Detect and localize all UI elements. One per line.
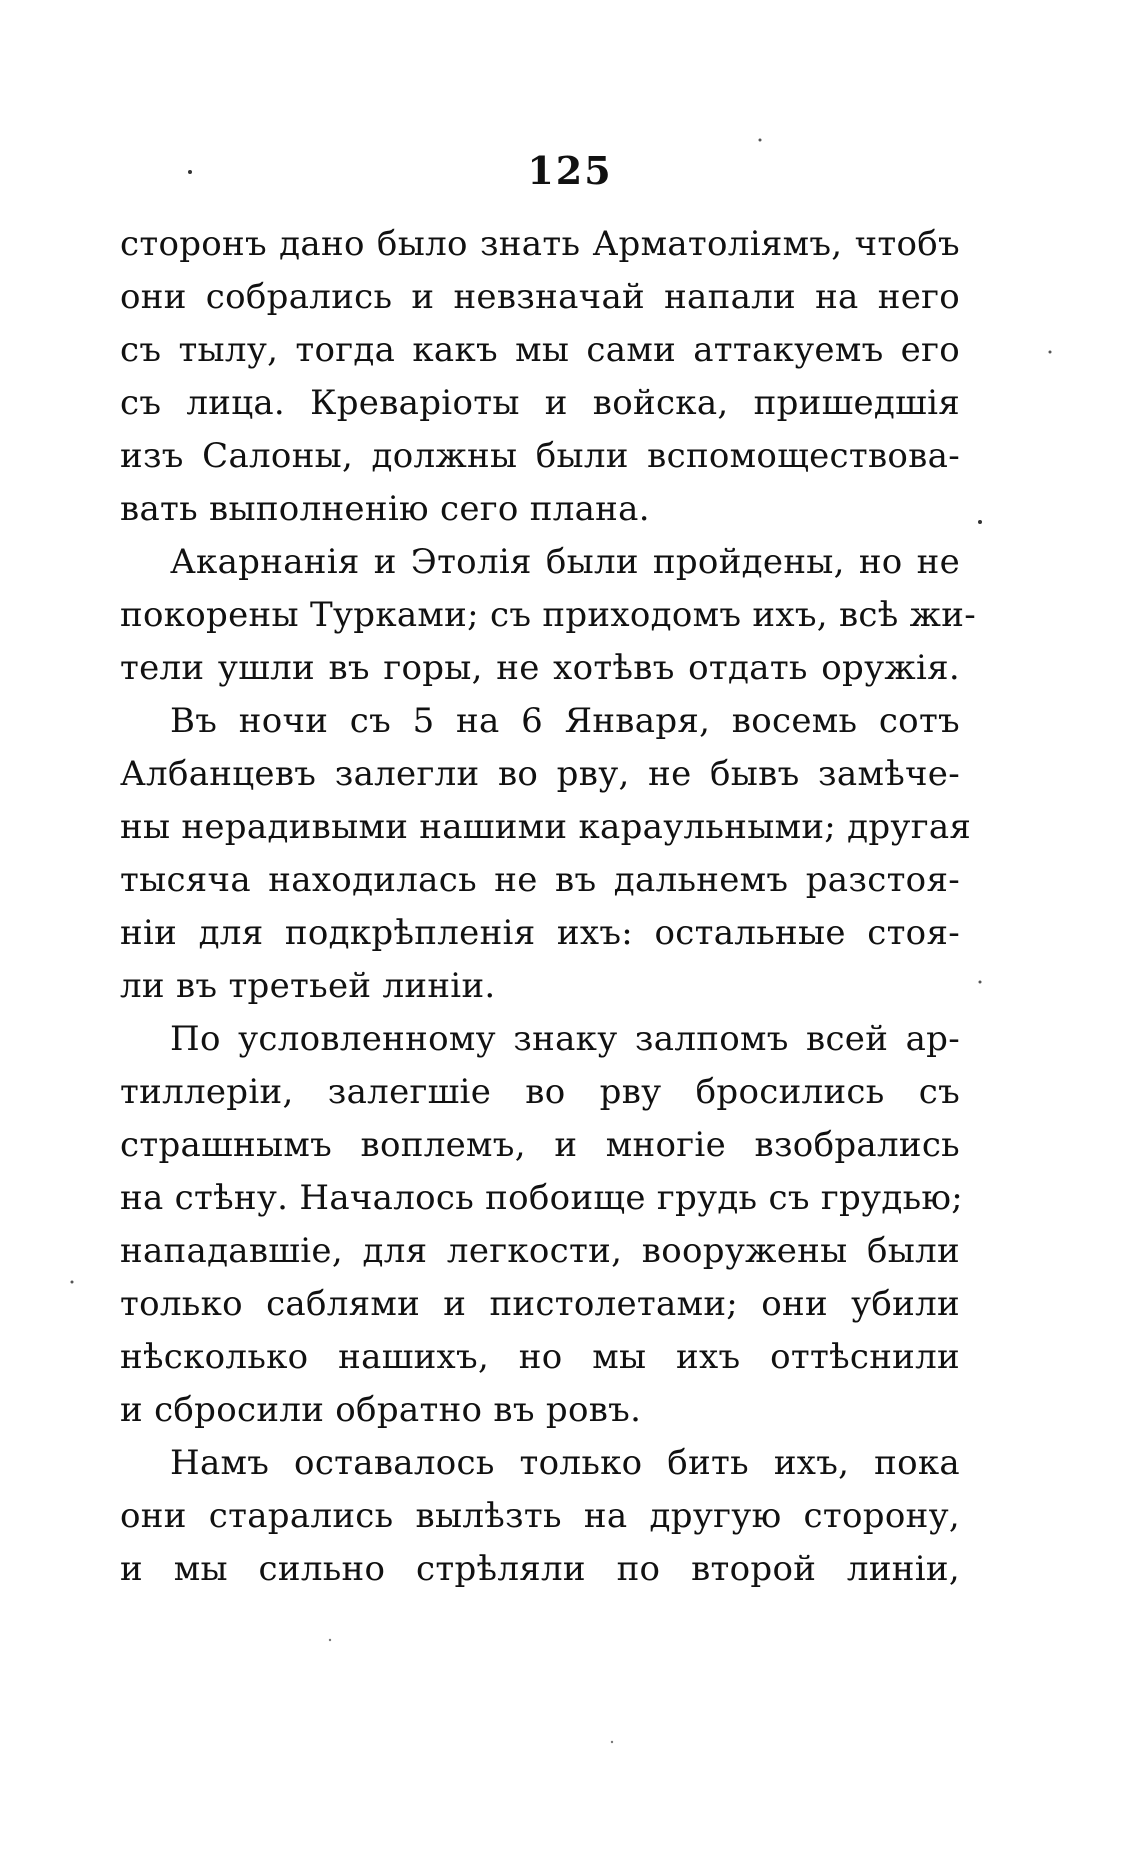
text-line: и мы сильно стрѣляли по второй линіи, (120, 1549, 960, 1589)
paragraph-5 (120, 1437, 960, 1596)
text-line: вать выполненію сего плана. (120, 489, 650, 529)
text-line: ли въ третьей линіи. (120, 966, 496, 1006)
body-text (120, 218, 977, 1596)
speck (71, 1281, 74, 1284)
text-line: тысяча находилась не въ дальнемъ разстоя- (120, 860, 960, 900)
text-line: они старались вылѣзть на другую сторону, (120, 1496, 960, 1536)
speck (329, 1639, 331, 1641)
paragraph-2 (120, 536, 977, 695)
text-line: тиллеріи, залегшіе во рву бросились съ (120, 1072, 960, 1112)
text-line: Акарнанія и Этолія были пройдены, но не (170, 542, 960, 582)
speck (759, 139, 762, 142)
text-line: Въ ночи съ 5 на 6 Января, восемь сотъ (170, 701, 960, 741)
text-line: покорены Турками; съ приходомъ ихъ, всѣ жи- (120, 595, 977, 635)
text-line: нѣсколько нашихъ, но мы ихъ оттѣснили (120, 1337, 960, 1377)
text-line: Намъ оставалось только бить ихъ, пока (170, 1443, 960, 1483)
speck (611, 1741, 613, 1743)
text-line: только саблями и пистолетами; они убили (120, 1284, 960, 1324)
text-line: тели ушли въ горы, не хотѣвъ отдать оружія. (120, 648, 960, 688)
text-line: и сбросили обратно въ ровъ. (120, 1390, 642, 1430)
text-line: По условленному знаку залпомъ всей ар- (170, 1019, 960, 1059)
text-line: ніи для подкрѣпленія ихъ: остальные стоя- (120, 913, 960, 953)
text-line: страшнымъ воплемъ, и многіе взобрались (120, 1125, 960, 1165)
text-line: ны нерадивыми нашими караульными; другая (120, 807, 972, 847)
speck (979, 981, 982, 984)
text-line: сторонъ дано было знать Арматоліямъ, чтобъ (120, 224, 960, 264)
page-number: 125 (527, 148, 613, 193)
text-line: съ тылу, тогда какъ мы сами аттакуемъ его (120, 330, 960, 370)
paragraph-1 (120, 218, 960, 536)
text-line: изъ Салоны, должны были вспомоществова- (120, 436, 960, 476)
paragraph-4 (120, 1013, 964, 1437)
text-line: Албанцевъ залегли во рву, не бывъ замѣче- (120, 754, 960, 794)
speck (1049, 351, 1052, 354)
text-line: они собрались и невзначай напали на него (120, 277, 960, 317)
text-line: на стѣну. Началось побоище грудь съ грудью; (120, 1178, 964, 1218)
paragraph-3 (120, 695, 972, 1013)
speck (978, 520, 982, 524)
text-line: съ лица. Креваріоты и войска, пришедшія (120, 383, 960, 423)
text-line: нападавшіе, для легкости, вооружены были (120, 1231, 960, 1271)
